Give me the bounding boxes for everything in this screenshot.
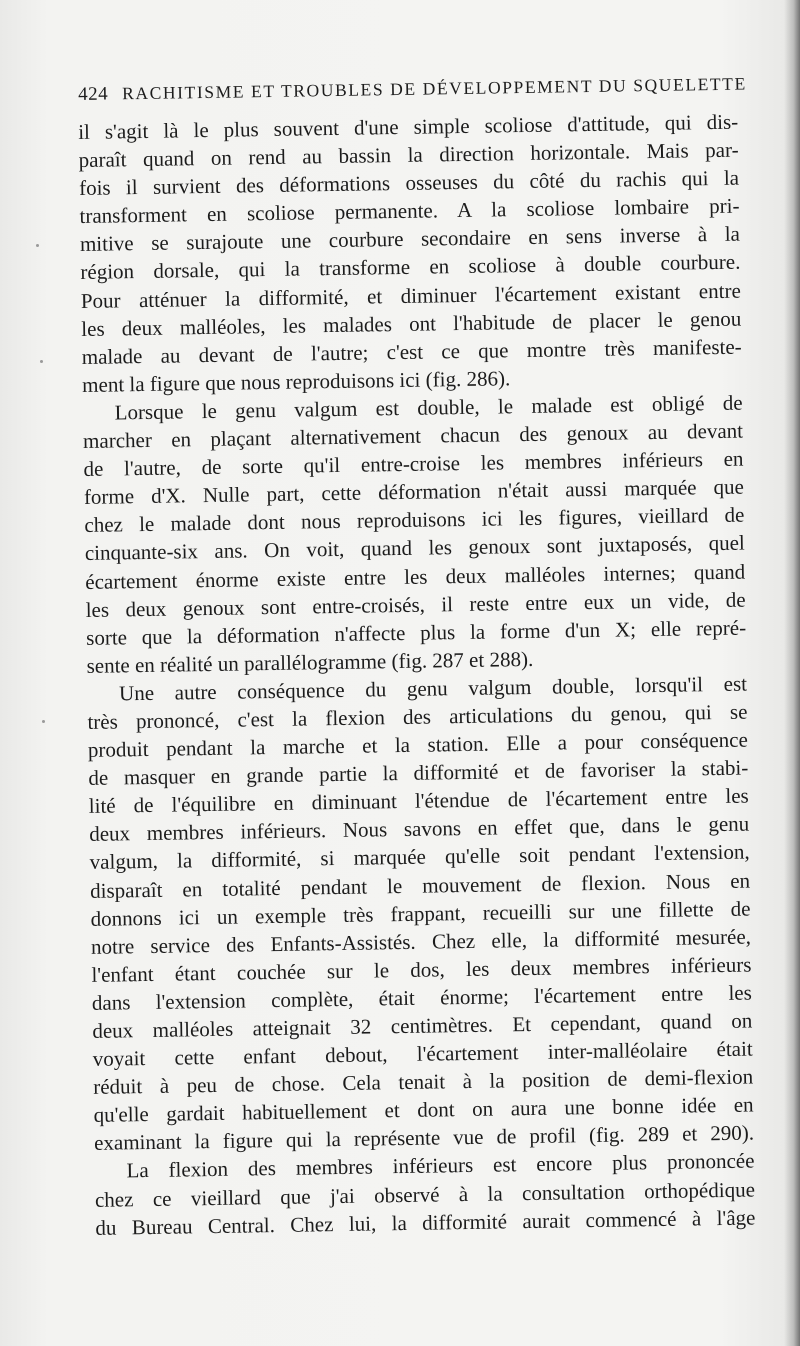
text-line: région dorsale, qui la transforme en scoliose à double courbure. [80, 250, 741, 285]
text-line: La flexion des membres inférieurs est encore plus prononcée [126, 1148, 755, 1183]
text-line: cinquante-six ans. On voit, quand les genoux sont juxtaposés, quel [84, 530, 745, 566]
text-line: sente en réalité un parallélogramme (fig. 287 et 288). [86, 646, 534, 678]
text-line: disparaît en totalité pendant le mouvement de flexion. Nous en [89, 868, 751, 903]
text-line: de masquer en grande partie la difformité et de favoriser la stabi- [88, 755, 749, 791]
text-line: réduit à peu de chose. Cela tenait à la position de demi-flexion [93, 1064, 754, 1100]
text-line: valgum, la difformité, si marquée qu'elle soit pendant l'extension, [89, 839, 750, 875]
text-line: mitive se surajoute une courbure secondaire en sens inverse à la [79, 221, 741, 257]
body-text [78, 108, 756, 1242]
text-line: chez ce vieillard que j'ai observé à la consultation orthopédique [94, 1177, 756, 1212]
text-line: deux membres inférieurs. Nous savons en effet que, dans le genu [89, 811, 750, 847]
text-line: marcher en plaçant alternativement chacun des genoux au devant [82, 418, 744, 453]
text-line: voyait cette enfant debout, l'écartement inter-malléolaire était [92, 1036, 753, 1071]
text-line: chez le malade dont nous reproduisons ici les figures, vieillard de [84, 502, 745, 538]
text-line: très prononcé, c'est la flexion des articulations du genou, qui se [87, 699, 748, 734]
running-title: RACHITISME ET TROUBLES DE DÉVELOPPEMENT DU SQUELETTE [121, 73, 747, 104]
text-line: les deux genoux sont entre-croisés, il reste entre eux un vide, de [85, 587, 746, 622]
text-line: sorte que la déformation n'affecte plus la forme d'un X; elle repré- [85, 615, 747, 650]
text-line: fois il survient des déformations osseuses du côté du rachis qui la [78, 165, 740, 201]
paper-speck [42, 720, 45, 723]
text-line: transforment en scoliose permanente. A la scoliose lombaire pri- [79, 193, 740, 229]
text-line: Pour atténuer la difformité, et diminuer l'écartement existant entre [80, 278, 741, 313]
text-line: lité de l'équilibre en diminuant l'étendue de l'écartement entre les [88, 783, 749, 819]
text-line: notre service des Enfants-Assistés. Chez elle, la difformité mesurée, [90, 924, 752, 959]
text-line: donnons ici un exemple très frappant, recueilli sur une fillette de [90, 896, 751, 931]
text-line: de l'autre, de sorte qu'il entre-croise les membres inférieurs en [83, 446, 744, 482]
text-line: deux malléoles atteignait 32 centimètres. Et cependant, quand on [92, 1008, 753, 1043]
text-line: Une autre conséquence du genu valgum double, lorsqu'il est [118, 671, 748, 706]
paper-speck [36, 244, 39, 247]
paper-speck [40, 360, 43, 363]
text-line: ment la figure que nous reproduisons ici (fig. 286). [82, 366, 511, 397]
text-line: produit pendant la marche et la station. Elle a pour conséquence [87, 727, 749, 762]
page-number: 424 [78, 83, 109, 105]
text-line: écartement énorme existe entre les deux malléoles internes; quand [85, 559, 746, 594]
text-line: l'enfant étant couchée sur le dos, les deux membres inférieurs [91, 952, 752, 987]
running-header [78, 73, 747, 112]
text-line: il s'agit là le plus souvent d'une simple scoliose d'attitude, qui dis- [78, 109, 739, 144]
text-line: dans l'extension complète, était énorme; l'écartement entre les [91, 980, 753, 1015]
text-line: qu'elle gardait habituellement et dont on aura une bonne idée en [93, 1092, 754, 1128]
text-line: les deux malléoles, les malades ont l'habitude de placer le genou [81, 306, 742, 341]
text-line: forme d'X. Nulle part, cette déformation n'était aussi marquée que [83, 474, 745, 510]
text-line: du Bureau Central. Chez lui, la difformité aurait commencé à l'âge [95, 1205, 756, 1240]
text-line: Lorsque le genu valgum est double, le malade est obligé de [114, 390, 743, 425]
page-edge-shadow [784, 0, 800, 1346]
text-line: malade au devant de l'autre; c'est ce que montre très manifeste- [81, 334, 742, 369]
text-line: examinant la figure qui la représente vue de profil (fig. 289 et 290). [93, 1120, 755, 1156]
text-line: paraît quand on rend au bassin la direction horizontale. Mais par- [78, 137, 739, 173]
